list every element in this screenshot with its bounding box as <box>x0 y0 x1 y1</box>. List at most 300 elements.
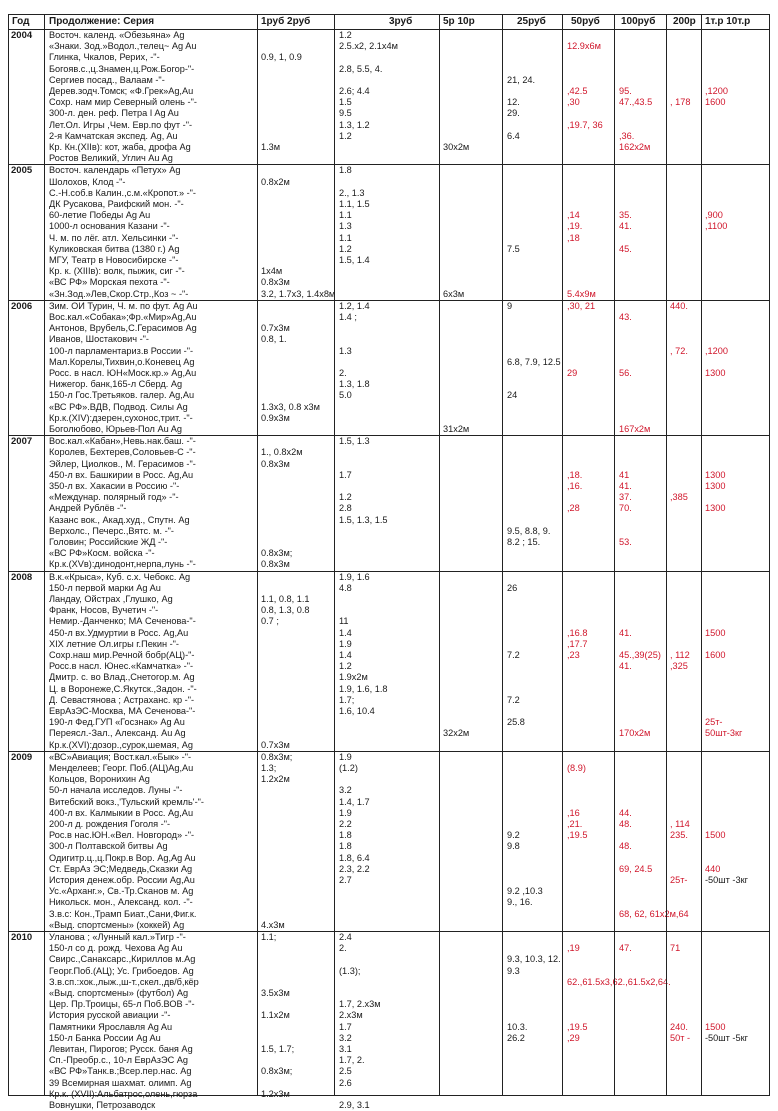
table-row <box>9 695 769 706</box>
series-name-cell: Уланова ; «Лунный кал.»Тигр -"- <box>49 932 186 942</box>
value-cell: 1.2 <box>339 492 352 503</box>
value-cell: 1300 <box>705 469 726 480</box>
table-row <box>9 932 769 943</box>
table-row <box>9 1010 769 1021</box>
value-cell: 1.1x2м <box>261 1010 290 1021</box>
value-cell: ,28 <box>567 503 580 514</box>
series-name-cell: Никольск. мон., Александ. кол. -"- <box>49 897 193 908</box>
series-name-cell: ДК Русакова, Раифский мон. -"- <box>49 199 184 209</box>
value-cell: 2. <box>339 943 347 954</box>
series-name-cell: История денеж.обр. России Ag,Au <box>49 875 195 885</box>
col-divider <box>44 15 45 1095</box>
series-name-cell: Немир.-Данченко; МА Сеченова-"- <box>49 616 196 627</box>
table-row <box>9 177 769 188</box>
table-row <box>9 1100 769 1111</box>
value-cell: ,30, 21 <box>567 300 596 311</box>
value-cell: 9.5 <box>339 108 352 119</box>
table-row <box>9 875 769 886</box>
value-cell: 70. <box>619 503 632 514</box>
series-name-cell: «ВС»Авиация; Вост.кал.«Бык» -"- <box>49 751 192 762</box>
table-row <box>9 943 769 954</box>
value-cell: ,17.7 <box>567 638 588 649</box>
table-row <box>9 86 769 97</box>
series-name-cell: Дерев.зодч.Томск; «Ф.Грек»Ag,Au <box>49 86 194 96</box>
series-name-cell: Эйлер, Циолков., М. Герасимов -"- <box>49 458 196 469</box>
value-cell: 41. <box>619 481 632 491</box>
series-name-cell: МГУ, Театр в Новосибирске -"- <box>49 255 179 265</box>
value-cell: 1x4м <box>261 266 283 277</box>
series-name-cell: Шолохов, Клод -"- <box>49 176 126 187</box>
table-row <box>9 289 769 300</box>
series-name-cell: 60-летие Победы Ag Au <box>49 210 151 221</box>
value-cell: 1500 <box>705 1021 726 1032</box>
value-cell: 162x2м <box>619 142 651 152</box>
value-cell: ,19. <box>567 221 583 232</box>
series-name-cell: Кр.к.(XVI):дозор.,сурок,шемая, Ag <box>49 739 193 750</box>
value-cell: 1.3, 1.8 <box>339 379 370 390</box>
value-cell: ,385 <box>670 492 688 503</box>
value-cell: 68, 62, 61x2м,64 <box>619 908 689 919</box>
series-name-cell: 39 Всемирная шахмат. олимп. Ag <box>49 1077 192 1088</box>
value-cell: 3.1 <box>339 1044 352 1054</box>
year-label: 2010 <box>11 932 33 943</box>
series-name-cell: «Выд. спортсмены» (футбол) Ag <box>49 988 189 998</box>
series-name-cell: История русской авиации -"- <box>49 1010 171 1021</box>
table-row <box>9 616 769 627</box>
table-row <box>9 1055 769 1066</box>
value-cell: 1600 <box>705 97 726 108</box>
value-cell: 29 <box>567 368 578 378</box>
table-row <box>9 706 769 717</box>
value-cell: 1.6, 10.4 <box>339 706 375 716</box>
value-cell: 41. <box>619 221 632 232</box>
value-cell: 2.5 <box>339 1066 352 1077</box>
table-row <box>9 52 769 63</box>
table-row <box>9 572 769 583</box>
series-name-cell: Сохр.наш мир.Речной бобр(АЦ)-"- <box>49 650 195 660</box>
series-name-cell: Куликовская битва (1380 г.) Ag <box>49 243 180 254</box>
table-row <box>9 717 769 728</box>
series-name-cell: 400-л вх. Калмыкии в Росс. Ag,Au <box>49 807 194 818</box>
col-divider <box>666 15 667 1095</box>
series-name-cell: Мал.Корелы,Тихвин,о.Коневец Ag <box>49 356 195 367</box>
value-cell: 9.5, 8.8, 9. <box>507 525 551 536</box>
value-cell: 1.2 <box>339 30 352 40</box>
table-row <box>9 368 769 379</box>
table-row <box>9 233 769 244</box>
table-row <box>9 346 769 357</box>
value-cell: 1.9 <box>339 807 352 818</box>
series-name-cell: 300-л. ден. реф. Петра I Ag Au <box>49 108 179 119</box>
value-cell: 62.,61.5x3,62.,61.5x2,64. <box>567 976 671 987</box>
series-name-cell: Франк, Носов, Вучетич -"- <box>49 605 159 616</box>
value-cell: 240. <box>670 1021 688 1032</box>
value-cell: 0.8x3м; <box>261 751 293 762</box>
value-cell: 0.8x3м <box>261 277 290 288</box>
value-cell: 25.8 <box>507 717 525 728</box>
series-name-cell: 200-л д. рождения Гоголя -"- <box>49 819 171 829</box>
table-row <box>9 266 769 277</box>
series-name-cell: 50-л начала исследов. Луны -"- <box>49 785 183 796</box>
series-name-cell: З.в.с: Кон.,Трамп Биат.,Сани,Фиг.к. <box>49 908 197 919</box>
value-cell: ,900 <box>705 210 723 221</box>
col-divider <box>439 15 440 1095</box>
table-row <box>9 797 769 808</box>
series-name-cell: Головин; Российские ЖД -"- <box>49 537 168 547</box>
value-cell: ,23 <box>567 650 580 660</box>
value-cell: 1.2 <box>339 243 352 254</box>
header-r25: 25руб <box>517 16 546 27</box>
value-cell: 41 <box>619 469 630 480</box>
table-row <box>9 323 769 334</box>
series-name-cell: ЕврАзЭС-Москва, МА Сеченова-"- <box>49 706 196 716</box>
header-r1t: 1т.р 10т.р <box>705 16 751 27</box>
series-name-cell: Восточ. календ. «Обезьяна» Ag <box>49 30 185 40</box>
table-row <box>9 492 769 503</box>
table-row <box>9 785 769 796</box>
table-row <box>9 312 769 323</box>
series-name-cell: Казанс вок., Акад.худ., Спутн. Ag <box>49 514 190 525</box>
table-row <box>9 1066 769 1077</box>
value-cell: 0.8, 1.3, 0.8 <box>261 605 310 616</box>
series-name-cell: «Знаки. Зод.»Водол.,телец~ Ag Au <box>49 41 197 52</box>
series-name-cell: Памятники Ярославля Ag Au <box>49 1021 173 1032</box>
value-cell: 1.9, 1.6, 1.8 <box>339 683 388 694</box>
table-row <box>9 853 769 864</box>
table-row <box>9 672 769 683</box>
table-row <box>9 97 769 108</box>
series-name-cell: Зим. ОИ Турин, Ч. м. по фут. Ag Au <box>49 300 198 311</box>
table-row <box>9 142 769 153</box>
series-name-cell: Ц. в Воронеже,С.Якутск.,Задон. -"- <box>49 683 197 694</box>
value-cell: 45. <box>619 243 632 254</box>
value-cell: , 114 <box>670 819 690 829</box>
table-row <box>9 684 769 695</box>
series-name-cell: Дмитр. с. во Влад.,Снетогор.м. Ag <box>49 672 195 683</box>
value-cell: 1.4 <box>339 650 352 660</box>
value-cell: 71 <box>670 943 681 954</box>
value-cell: 0.7x3м <box>261 323 290 334</box>
value-cell: , 178 <box>670 97 691 108</box>
series-name-cell: Росс.в насл. Юнес.«Камчатка» -"- <box>49 661 194 672</box>
value-cell: 1.2x3м <box>261 1088 290 1099</box>
value-cell: 1.4, 1.7 <box>339 796 370 807</box>
value-cell: 1.5, 1.4 <box>339 255 370 265</box>
value-cell: 2.7 <box>339 875 352 885</box>
value-cell: 1300 <box>705 481 726 491</box>
value-cell: ,18. <box>567 469 583 480</box>
value-cell: ,19 <box>567 943 580 954</box>
value-cell: 170x2м <box>619 728 651 739</box>
series-name-cell: Росс. в насл. ЮН«Моск.кр.» Ag,Au <box>49 368 197 378</box>
series-name-cell: З.в.сп.:хок.,лыж.,ш-т.,скел.,дв/б,кёр <box>49 976 199 987</box>
value-cell: 41. <box>619 661 632 672</box>
value-cell: 2.9, 3.1 <box>339 1100 370 1110</box>
table-row <box>9 628 769 639</box>
value-cell: 2.2 <box>339 819 352 829</box>
value-cell: 5.0 <box>339 390 352 401</box>
value-cell: 6x3м <box>443 288 465 299</box>
value-cell: 41. <box>619 627 632 638</box>
series-name-cell: XIX летние Ол.игры г.Пекин -"- <box>49 638 179 649</box>
series-name-cell: Рос.в нас.ЮН.«Вел. Новгород» -"- <box>49 830 195 841</box>
table-row <box>9 210 769 221</box>
header-year: Год <box>12 16 30 27</box>
value-cell: , 112 <box>670 650 690 660</box>
col-divider <box>562 15 563 1095</box>
value-cell: 7.2 <box>507 650 520 660</box>
series-name-cell: 2-я Камчатская экспед. Ag, Au <box>49 130 178 141</box>
value-cell: 1.5 <box>339 97 352 108</box>
series-name-cell: Кр. Кн.(XIIв): кот, жаба, дрофа Ag <box>49 142 191 152</box>
series-name-cell: 150-л Гос.Третьяков. галер. Ag,Au <box>49 390 195 401</box>
table-row <box>9 864 769 875</box>
value-cell: 48. <box>619 841 632 852</box>
value-cell: (1.3); <box>339 965 361 976</box>
value-cell: 0.8x3м <box>261 458 290 469</box>
table-row <box>9 402 769 413</box>
value-cell: ,30 <box>567 97 580 108</box>
table-row <box>9 548 769 559</box>
header-r3: 3руб <box>389 16 413 27</box>
value-cell: 1.7, 2.x3м <box>339 999 381 1010</box>
table-row <box>9 64 769 75</box>
table-row <box>9 830 769 841</box>
value-cell: 7.2 <box>507 694 520 705</box>
value-cell: 9.3 <box>507 965 520 976</box>
series-name-cell: В.к.«Крыса», Куб. с.х. Чебокс. Ag <box>49 571 191 582</box>
value-cell: 1.3 <box>339 221 352 232</box>
value-cell: 235. <box>670 830 688 841</box>
table-row <box>9 41 769 52</box>
value-cell: 3.5x3м <box>261 988 290 998</box>
table-row <box>9 752 769 763</box>
value-cell: 12.9x6м <box>567 41 601 52</box>
col-divider <box>257 15 258 1095</box>
value-cell: ,29 <box>567 1032 580 1043</box>
header-r1: 1руб 2руб <box>261 16 311 27</box>
value-cell: 9 <box>507 300 513 311</box>
value-cell: 4.8 <box>339 582 352 593</box>
value-cell: 25т- <box>670 875 688 885</box>
year-label: 2004 <box>11 30 33 41</box>
value-cell: 26 <box>507 582 518 593</box>
value-cell: ,325 <box>670 661 688 672</box>
value-cell: 1.7 <box>339 1021 352 1032</box>
value-cell: ,14 <box>567 210 580 221</box>
table-row <box>9 120 769 131</box>
value-cell: 2.x3м <box>339 1010 363 1021</box>
value-cell: 0.7x3м <box>261 739 290 750</box>
series-name-cell: 450-л вх.Удмуртии в Росс. Ag,Au <box>49 627 189 638</box>
value-cell: 2.8 <box>339 503 352 514</box>
value-cell: 1.3, 1.2 <box>339 119 370 130</box>
series-name-cell: 150-л Банка России Ag Au <box>49 1032 161 1043</box>
value-cell: 1.3м <box>261 142 281 152</box>
table-row <box>9 594 769 605</box>
value-cell: 1.1 <box>339 232 352 243</box>
year-label: 2005 <box>11 165 33 177</box>
value-cell: 32x2м <box>443 728 470 739</box>
series-name-cell: Кольцов, Воронихин Ag <box>49 774 150 785</box>
series-name-cell: Восточ. календарь «Петух» Ag <box>49 165 181 176</box>
value-cell: 9.8 <box>507 841 520 852</box>
value-cell: 1.1; <box>261 932 277 942</box>
series-name-cell: 300-л Полтавской битвы Ag <box>49 841 168 852</box>
series-name-cell: Сергиев посад., Валаам -"- <box>49 74 165 85</box>
series-name-cell: Георг.Поб.(АЦ); Ус. Грибоедов. Ag <box>49 965 194 976</box>
table-row <box>9 481 769 492</box>
series-name-cell: Глинка, Чкалов, Рерих, -"- <box>49 52 160 63</box>
value-cell: 1.3; <box>261 763 277 773</box>
series-name-cell: Вовнушки, Петрозаводск <box>49 1100 156 1110</box>
series-name-cell: «Междунар. полярный год» -"- <box>49 492 179 503</box>
value-cell: 1600 <box>705 650 726 660</box>
table-row <box>9 1022 769 1033</box>
series-name-cell: «Выд. спортсмены» (хоккей) Ag <box>49 919 185 930</box>
value-cell: 37. <box>619 492 632 503</box>
series-name-cell: «ВС РФ».ВДВ, Подвод. Силы Ag <box>49 401 188 412</box>
table-row <box>9 977 769 988</box>
series-name-cell: Кр.к.(XVв):динодонт,нерпа,лунь -"- <box>49 559 196 570</box>
value-cell: 1.3x3, 0.8 x3м <box>261 401 320 412</box>
year-label: 2009 <box>11 751 33 763</box>
table-row <box>9 819 769 830</box>
table-row <box>9 459 769 470</box>
value-cell: ,19.7, 36 <box>567 119 603 130</box>
header-r50: 50руб <box>571 16 600 27</box>
table-row <box>9 526 769 537</box>
table-row <box>9 436 769 447</box>
series-name-cell: Ландау, Ойстрах ,Глушко, Ag <box>49 594 173 604</box>
table-row <box>9 413 769 424</box>
value-cell: 0.9, 1, 0.9 <box>261 52 302 63</box>
value-cell: 9.2 <box>507 830 520 841</box>
value-cell: 1.4 ; <box>339 312 357 322</box>
header-r200: 200р <box>673 16 696 27</box>
table-row <box>9 740 769 751</box>
value-cell: 1.5, 1.3 <box>339 436 370 447</box>
value-cell: 0.8x2м <box>261 176 290 187</box>
table-row <box>9 153 769 164</box>
value-cell: 1.1, 0.8, 1.1 <box>261 594 310 604</box>
value-cell: ,18 <box>567 232 580 243</box>
table-row <box>9 390 769 401</box>
value-cell: 69, 24.5 <box>619 863 653 874</box>
table-row <box>9 75 769 86</box>
value-cell: 35. <box>619 210 632 221</box>
series-name-cell: Одигитр.ц.,ц.Покр.в Вор. Ag,Ag Au <box>49 852 196 863</box>
year-label: 2006 <box>11 300 33 312</box>
series-name-cell: Иванов, Шостакович -"- <box>49 334 149 345</box>
table-row <box>9 808 769 819</box>
header-r5: 5р 10р <box>443 16 475 27</box>
series-name-cell: «Зн.Зод.»Лев,Скор.Стр.,Коз ~ -"- <box>49 288 189 299</box>
series-name-cell: Андрей Рублёв -"- <box>49 503 127 514</box>
value-cell: 1.9, 1.6 <box>339 571 370 582</box>
table-row <box>9 954 769 965</box>
table-row <box>9 255 769 266</box>
value-cell: -50шт -5кг <box>705 1032 748 1043</box>
value-cell: 2.3, 2.2 <box>339 863 370 874</box>
value-cell: 2.4 <box>339 932 352 942</box>
table-row <box>9 424 769 435</box>
series-name-cell: Витебский вокз.,'Тульский кремль'-"- <box>49 796 204 807</box>
table-row <box>9 379 769 390</box>
value-cell: 1.1, 1.5 <box>339 199 370 209</box>
col-divider <box>614 15 615 1095</box>
table-row <box>9 1089 769 1100</box>
table-row <box>9 165 769 176</box>
value-cell: 43. <box>619 312 632 322</box>
table-row <box>9 357 769 368</box>
table-row <box>9 537 769 548</box>
value-cell: 1300 <box>705 368 726 378</box>
value-cell: ,21. <box>567 819 583 829</box>
value-cell: 1.2, 1.4 <box>339 300 370 311</box>
value-cell: 0.7 ; <box>261 616 279 627</box>
value-cell: 29. <box>507 108 520 119</box>
series-name-cell: Богояв.с.,ц.Знамен,ц.Рож.Богор-"- <box>49 63 195 74</box>
value-cell: 50шт-3кг <box>705 728 743 739</box>
value-cell: ,16. <box>567 481 583 491</box>
series-name-cell: С.-Н.соб.в Калин.,с.м.«Кропот.» -"- <box>49 187 196 198</box>
table-row <box>9 897 769 908</box>
value-cell: 1.7, 2. <box>339 1055 365 1066</box>
value-cell: 0.8, 1. <box>261 334 287 345</box>
series-name-cell: Вос.кал.«Собака»;Фр.«Мир»Ag,Au <box>49 312 197 322</box>
value-cell: 1300 <box>705 503 726 514</box>
value-cell: 167x2м <box>619 424 651 434</box>
value-cell: 1.9x2м <box>339 672 368 683</box>
table-row <box>9 999 769 1010</box>
value-cell: 1.2 <box>339 130 352 141</box>
series-name-cell: Боголюбово, Юрьев-Пол Au Ag <box>49 424 182 434</box>
series-name-cell: Ст. ЕврАз ЭС;Медведь,Сказки Ag <box>49 863 193 874</box>
series-name-cell: 150-л со д. рожд. Чехова Ag Au <box>49 943 183 954</box>
table-row <box>9 221 769 232</box>
series-name-cell: 100-л парламентариз.в России -"- <box>49 345 194 356</box>
series-name-cell: Ч. м. по лёг. атл. Хельсинки -"- <box>49 232 179 243</box>
table-row <box>9 515 769 526</box>
value-cell: 7.5 <box>507 243 520 254</box>
series-name-cell: Менделеев; Георг. Поб.(АЦ)Ag,Au <box>49 763 194 773</box>
table-row <box>9 131 769 142</box>
table-row <box>9 277 769 288</box>
series-name-cell: Сп.-Преобр.с., 10-л ЕврАзЭС Ag <box>49 1055 189 1066</box>
value-cell: 44. <box>619 807 632 818</box>
series-name-cell: 190-л Фед.ГУП «Госзнак» Ag Au <box>49 717 185 728</box>
series-name-cell: Королев, Бехтерев,Соловьев-С -"- <box>49 447 196 458</box>
series-name-cell: Верхолс., Печерс.,Вятс. м. -"- <box>49 525 174 536</box>
value-cell: 1.7; <box>339 694 355 705</box>
table-row <box>9 334 769 345</box>
table-row <box>9 1033 769 1044</box>
value-cell: (8.9) <box>567 763 586 773</box>
value-cell: 53. <box>619 537 632 547</box>
col-divider <box>701 15 702 1095</box>
series-name-cell: 450-л вх. Башкирии в Росс. Ag,Au <box>49 469 194 480</box>
value-cell: 31x2м <box>443 424 470 434</box>
header-series: Продолжение: Серия <box>49 16 155 27</box>
table-row <box>9 774 769 785</box>
table-header <box>9 15 769 30</box>
series-name-cell: «ВС РФ» Морская пехота -"- <box>49 277 170 288</box>
value-cell: 1.8 <box>339 165 352 176</box>
value-cell: 48. <box>619 819 632 829</box>
value-cell: (1.2) <box>339 763 358 773</box>
value-cell: 10.3. <box>507 1021 528 1032</box>
